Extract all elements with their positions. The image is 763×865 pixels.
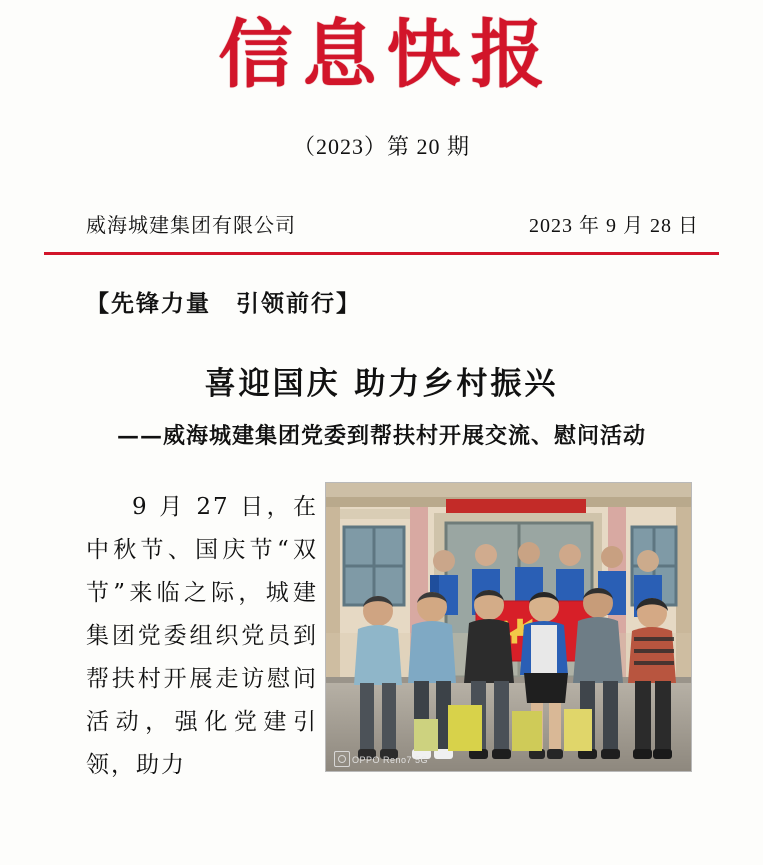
red-divider [44, 252, 719, 255]
masthead-title: 信息快报 [218, 12, 555, 98]
camera-icon [334, 751, 350, 767]
photo-watermark: OPPO Reno7 5G [352, 754, 429, 765]
article-body-text [86, 486, 318, 787]
publisher-row [86, 209, 699, 238]
body-copy: 9 月 27 日，在中秋节、国庆节“双节”来临之际，城建集团党委组织党员到帮扶村开展走访慰问活动，强化党建引领，助力 [86, 493, 318, 778]
article-photo [325, 482, 692, 772]
issue-number: （2023）第 20 期 [292, 133, 470, 159]
photo-illustration [326, 483, 691, 771]
article-subheadline: ——威海城建集团党委到帮扶村开展交流、慰问活动 [116, 422, 646, 449]
article-headline: 喜迎国庆 助力乡村振兴 [204, 365, 559, 402]
publication-date: 2023 年 9 月 28 日 [529, 214, 699, 237]
masthead [0, 0, 763, 96]
column-heading: 【先锋力量 引领前行】 [86, 289, 361, 317]
article-body-area [0, 486, 763, 786]
publisher-name: 威海城建集团有限公司 [86, 214, 296, 237]
